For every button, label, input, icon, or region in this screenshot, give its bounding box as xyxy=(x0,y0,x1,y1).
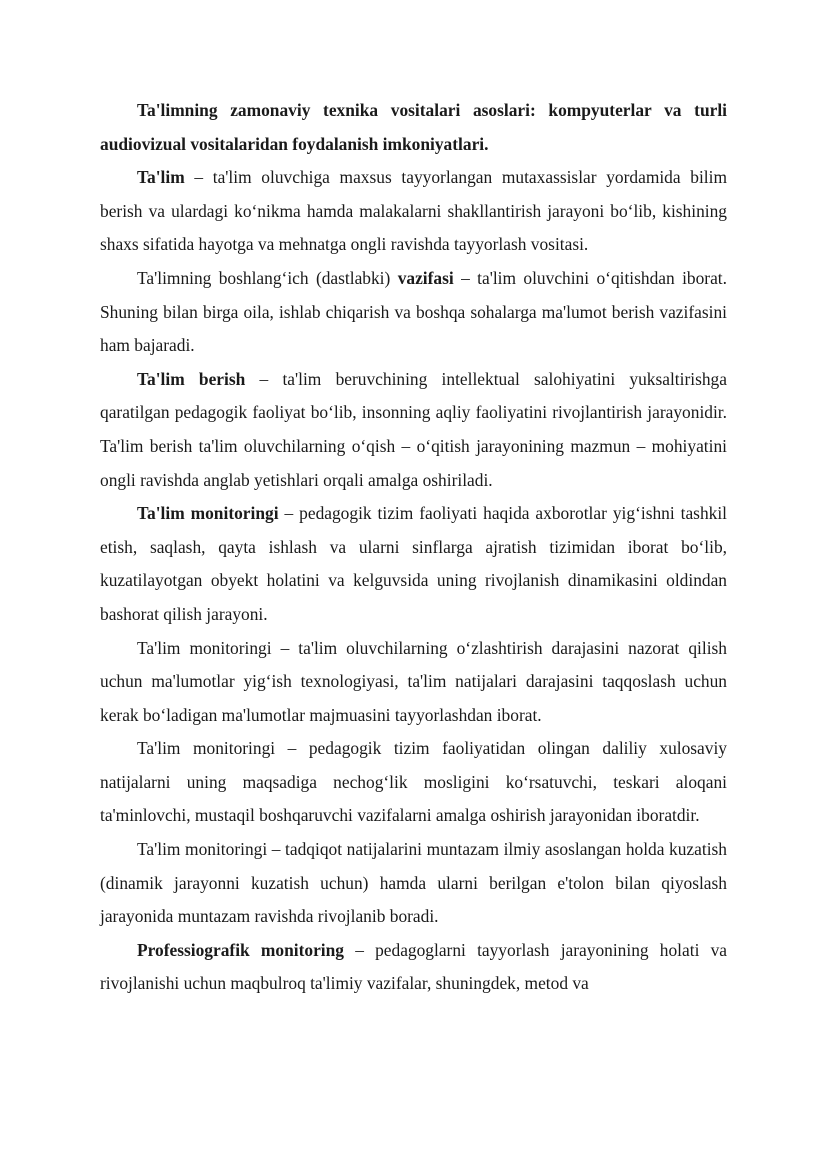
paragraph-text: – ta'lim oluvchiga maxsus tayyorlangan mutaxassislar yordamida bilim berish va ulardagi ko‘nikma hamda malakalarni shakllantirish jarayoni bo‘lib, kishining shaxs sifatida hayotga va mehnatga ongli ravishda tayyorlash vositasi. xyxy=(100,167,727,255)
document-body xyxy=(100,94,727,1001)
paragraph-monitoring-definition-4: Ta'lim monitoringi – tadqiqot natijalarini muntazam ilmiy asoslangan holda kuzatish (dinamik jarayonni kuzatish uchun) hamda ularni berilgan e'tolon bilan qiyoslash jarayonida muntazam ravishda rivojlanib boradi. xyxy=(100,839,727,927)
document-title: Ta'limning zamonaviy texnika vositalari asoslari: kompyuterlar va turli audiovizual vositalaridan foydalanish imkoniyatlari. xyxy=(100,100,727,154)
paragraph-talim-berish xyxy=(100,363,727,497)
paragraph-monitoring-definition-3: Ta'lim monitoringi – pedagogik tizim faoliyatidan olingan daliliy xulosaviy natijalarni uning maqsadiga nechog‘lik mosligini ko‘rsatuvchi, teskari aloqani ta'minlovchi, mustaqil boshqaruvchi vazifalarni amalga oshirish jarayonidan iboratdir. xyxy=(100,738,727,826)
paragraph-monitoring-definition-2: Ta'lim monitoringi – ta'lim oluvchilarning o‘zlashtirish darajasini nazorat qilish uchun ma'lumotlar yig‘ish texnologiyasi, ta'lim natijalari darajasini taqqoslash uchun kerak bo‘ladigan ma'lumotlar majmuasini tayyorlashdan iborat. xyxy=(100,637,727,725)
term-professiografik-monitoring: Professiografik monitoring xyxy=(137,939,344,960)
term-talim: Ta'lim xyxy=(137,167,185,188)
paragraph-talim-monitoringi xyxy=(100,497,727,631)
paragraph-vazifasi xyxy=(100,262,727,363)
paragraph-text: – ta'lim beruvchining intellektual salohiyatini yuksaltirishga qaratilgan pedagogik faoliyat bo‘lib, insonning aqliy faoliyatini rivojlantirish jarayonidir. Ta'lim berish ta'lim oluvchilarning o‘qish – o‘qitish jarayonining mazmun – mohiyatini ongli ravishda anglab yetishlari orqali amalga oshiriladi. xyxy=(100,368,727,490)
paragraph-talim xyxy=(100,161,727,262)
term-vazifasi: vazifasi xyxy=(397,267,454,288)
paragraph-text: – pedagogik tizim faoliyati haqida axborotlar yig‘ishni tashkil etish, saqlash, qayta ishlash va ularni sinflarga ajratish tizimidan iborat bo‘lib, kuzatilayotgan obyekt holatini va kelguvsida uning rivojlanish dinamikasini oldindan bashorat qilish jarayoni. xyxy=(100,503,728,624)
term-talim-berish: Ta'lim berish xyxy=(137,368,246,389)
paragraph-professiografik xyxy=(100,934,727,1001)
paragraph-text: – pedagoglarni tayyorlash jarayonining holati va rivojlanishi uchun maqbulroq ta'limiy vazifalar, shuningdek, metod va xyxy=(100,939,728,994)
term-talim-monitoringi: Ta'lim monitoringi xyxy=(137,503,279,524)
paragraph-lead-text: Ta'limning boshlang‘ich (dastlabki) xyxy=(137,267,398,288)
paragraph-text: – ta'lim oluvchini o‘qitishdan iborat. Shuning bilan birga oila, ishlab chiqarish va boshqa sohalarga ma'lumot berish vazifasini ham bajaradi. xyxy=(100,267,727,356)
